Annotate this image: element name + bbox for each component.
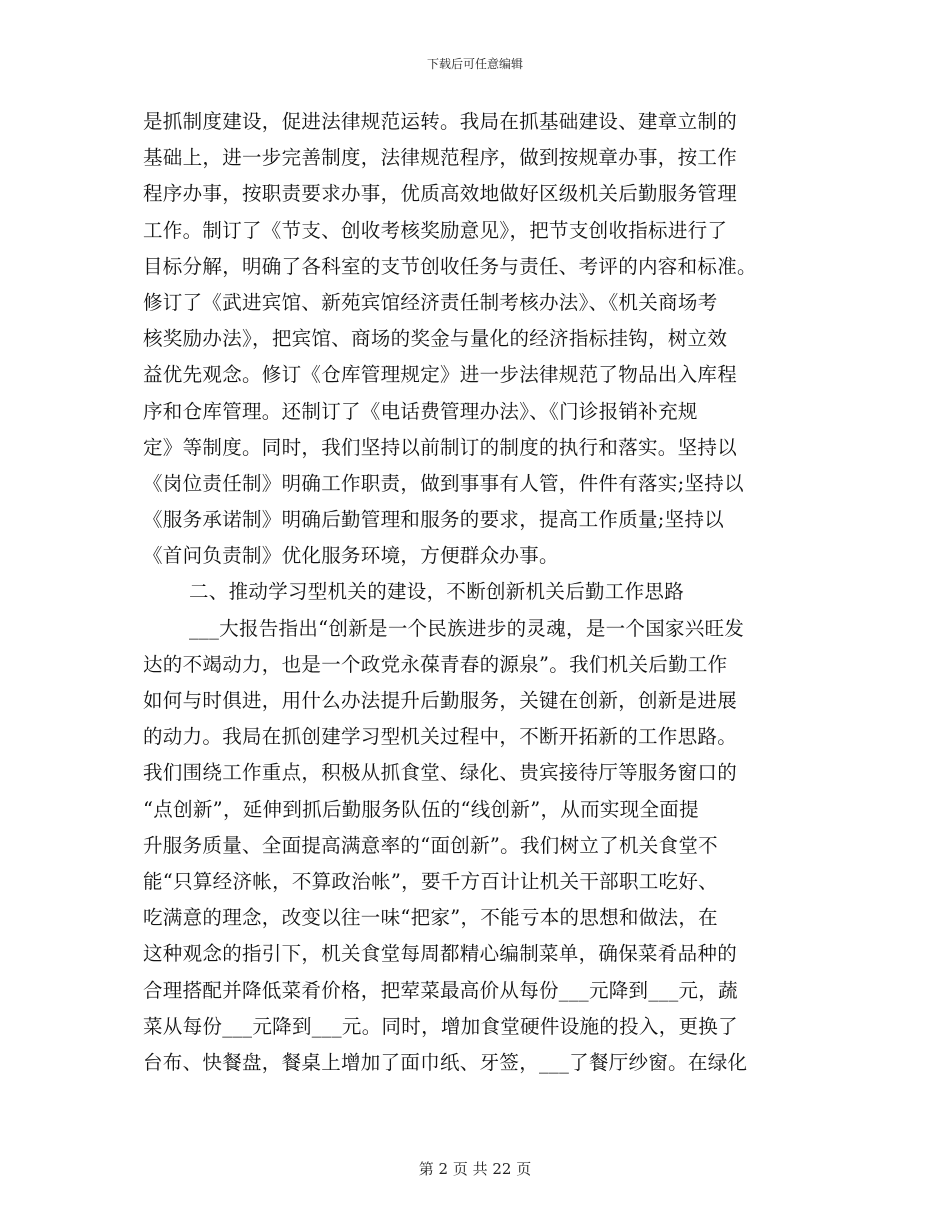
text-line: 修订了《武进宾馆、新苑宾馆经济责任制考核办法》、《机关商场考 [143,290,718,314]
text-line: 基础上，进一步完善制度，法律规范程序，做到按规章办事，按工作 [143,146,738,170]
text-line: 我们围绕工作重点，积极从抓食堂、绿化、贵宾接待厅等服务窗口的 [143,761,738,785]
text-line: 《首问负责制》优化服务环境，方便群众办事。 [143,544,559,568]
page-header: 下载后可任意编辑 [426,57,523,71]
text-line: ___大报告指出“创新是一个民族进步的灵魂，是一个国家兴旺发 [189,616,745,640]
text-line: 能“只算经济帐，不算政治帐”，要千方百计让机关干部职工吃好、 [143,869,718,893]
text-line: 菜从每份___元降到___元。同时，增加食堂硬件设施的投入，更换了 [143,1014,738,1038]
text-line: 合理搭配并降低菜肴价格，把荤菜最高价从每份___元降到___元，蔬 [143,978,738,1002]
text-line: 《服务承诺制》明确后勤管理和服务的要求，提高工作质量;坚持以 [143,508,725,532]
document-body [143,104,808,1081]
text-line: 是抓制度建设，促进法律规范运转。我局在抓基础建设、建章立制的 [143,110,738,133]
text-line: 如何与时俱进，用什么办法提升后勤服务，关键在创新，创新是进展 [143,689,738,712]
text-line: 工作。制订了《节支、创收考核奖励意见》，把节支创收指标进行了 [143,218,728,242]
text-line: 这种观念的指引下，机关食堂每周都精心编制菜单，确保菜肴品种的 [143,942,738,966]
text-line: 序和仓库管理。还制订了《电话费管理办法》、《门诊报销补充规 [143,399,698,423]
text-line: 程序办事，按职责要求办事，优质高效地做好区级机关后勤服务管理 [143,182,738,206]
text-line: 定》等制度。同时，我们坚持以前制订的制度的执行和落实。坚持以 [143,435,738,459]
text-line: 达的不竭动力，也是一个政党永葆青春的源泉”。我们机关后勤工作 [143,652,728,676]
text-line: 升服务质量、全面提高满意率的“面创新”。我们树立了机关食堂不 [143,833,718,857]
section-heading: 二、推动学习型机关的建设，不断创新机关后勤工作思路 [189,580,685,604]
text-line: “点创新”，延伸到抓后勤服务队伍的“线创新”，从而实现全面提 [143,797,699,821]
page-footer: 第 2 页 共 22 页 [418,1160,532,1178]
text-line: 目标分解，明确了各科室的支节创收任务与责任、考评的内容和标准。 [143,254,757,278]
text-line: 《岗位责任制》明确工作职责，做到事事有人管，件件有落实;坚持以 [143,471,744,495]
text-line: 台布、快餐盘，餐桌上增加了面巾纸、牙签，___了餐厅纱窗。在绿化 [143,1050,748,1074]
text-line: 吃满意的理念，改变以往一味“把家”，不能亏本的思想和做法，在 [143,906,718,930]
text-line: 益优先观念。修订《仓库管理规定》进一步法律规范了物品出入库程 [143,363,738,387]
text-line: 核奖励办法》，把宾馆、商场的奖金与量化的经济指标挂钩，树立效 [143,327,728,351]
text-line: 的动力。我局在抓创建学习型机关过程中，不断开拓新的工作思路。 [143,725,738,749]
